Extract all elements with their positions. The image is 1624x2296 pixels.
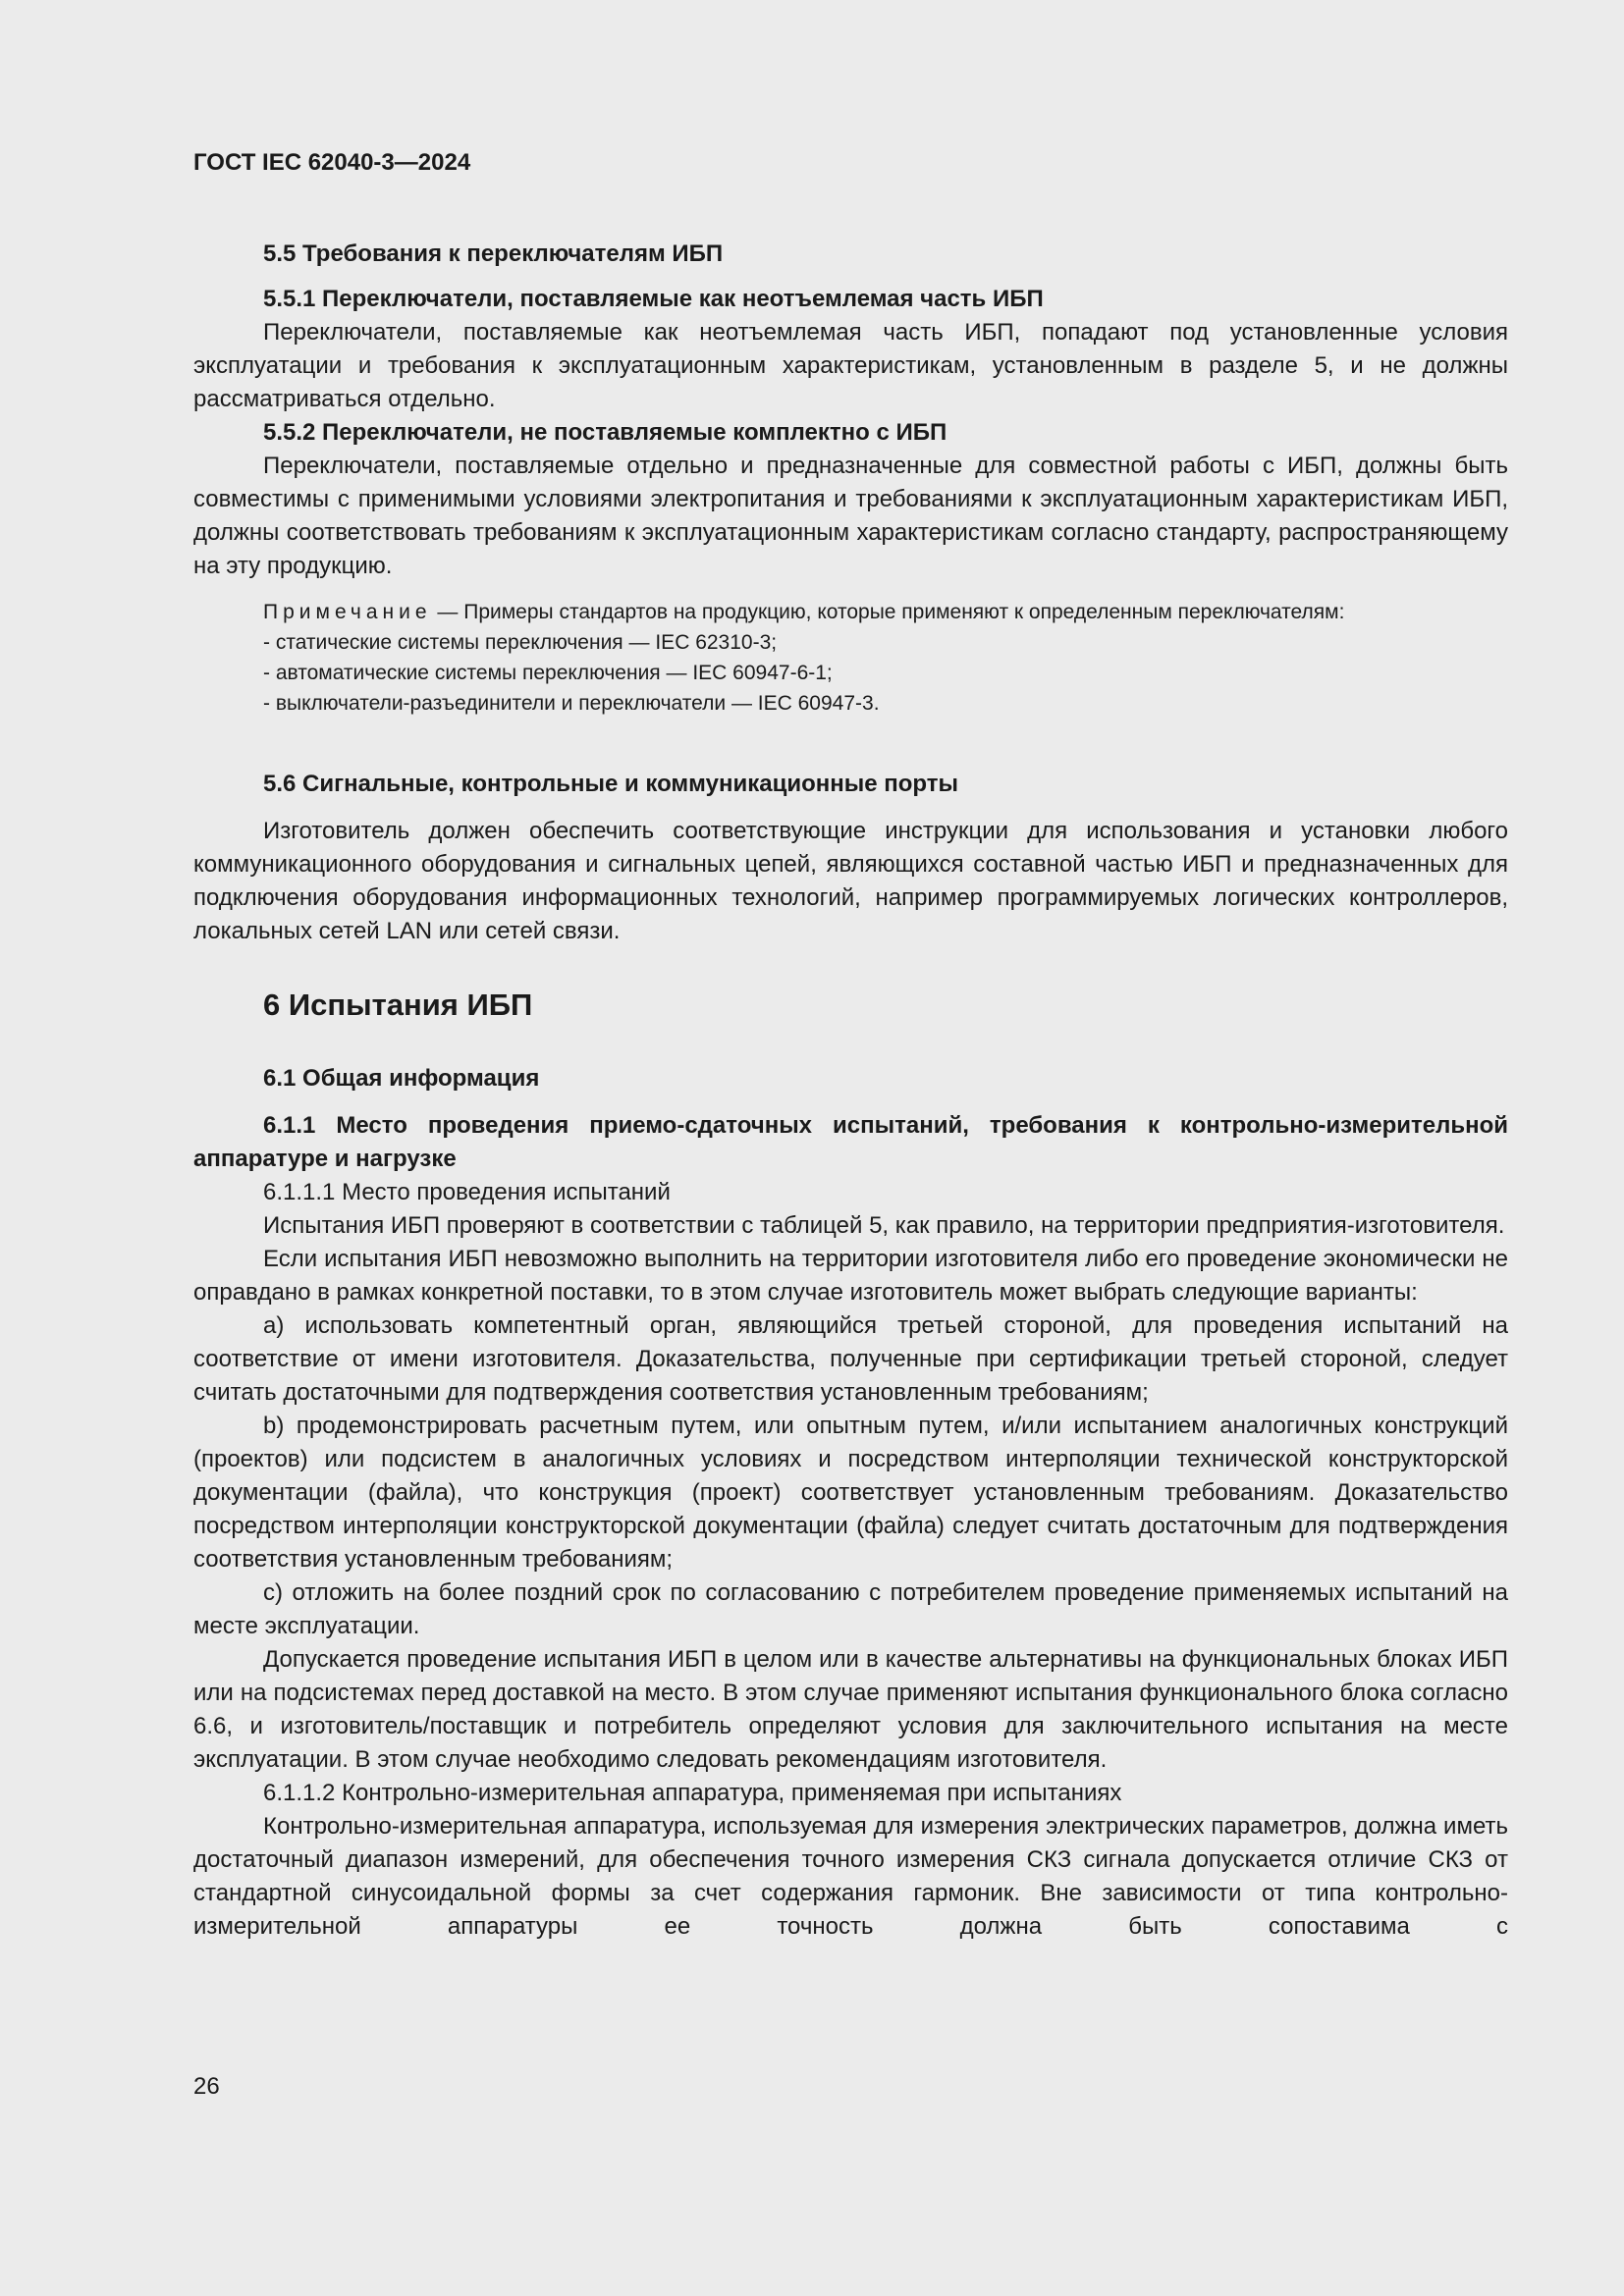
note-label: Примечание (263, 601, 432, 623)
document-header: ГОСТ IEC 62040-3—2024 (193, 149, 471, 176)
note-text: — Примеры стандартов на продукцию, которые применяют к определенным переключателям: (431, 601, 1345, 623)
option-c-paragraph: c) отложить на более поздний срок по согласованию с потребителем проведение применяемых испытаний на месте эксплуатации. (193, 1579, 1508, 1639)
section-5-5-1-title: 5.5.1 Переключатели, поставляемые как неотъемлемая часть ИБП (263, 286, 1044, 312)
section-6-1-1-1-paragraph: Испытания ИБП проверяют в соответствии с таблицей 5, как правило, на территории предприятия-изготовителя. (263, 1212, 1505, 1239)
note-item: - статические системы переключения — IEC 62310-3; (263, 631, 778, 654)
section-5-5-title: 5.5 Требования к переключателям ИБП (263, 240, 724, 267)
section-6-1-1-2-paragraph: Контрольно-измерительная аппаратура, используемая для измерения электрических параметров, должна иметь достаточный диапазон измерений, для обеспечения точного измерения СКЗ сигнала допускается отличие СКЗ от стандартной синусоидальной формы за счет содержания гармоник. Вне зависимости от типа контрольно-измерительной аппаратуры ее точность должна быть сопоставима с (193, 1813, 1508, 1940)
section-6-1-1-title: 6.1.1 Место проведения приемо-сдаточных испытаний, требования к контрольно-измерительной аппаратуре и нагрузке (193, 1112, 1508, 1172)
option-b-paragraph: b) продемонстрировать расчетным путем, или опытным путем, и/или испытанием аналогичных конструкций (проектов) или подсистем в аналогичных условиях и посредством интерполяции технической конструкторской документации (файла), что конструкция (проект) соответствует установленным требованиям. Доказательство посредством интерполяции конструкторской документации (файла) следует считать достаточным для подтверждения соответствия установленным требованиям; (193, 1413, 1508, 1573)
section-5-6-title: 5.6 Сигнальные, контрольные и коммуникационные порты (263, 771, 958, 797)
section-6-1-title: 6.1 Общая информация (263, 1065, 540, 1092)
page-number: 26 (193, 2073, 220, 2100)
section-6-1-1-1-paragraph: Если испытания ИБП невозможно выполнить на территории изготовителя либо его проведение экономически не оправдано в рамках конкретной поставки, то в этом случае изготовитель может выбрать следующие варианты: (193, 1246, 1508, 1306)
section-5-6-paragraph: Изготовитель должен обеспечить соответствующие инструкции для использования и установки любого коммуникационного оборудования и сигнальных цепей, являющихся составной частью ИБП и предназначенных для подключения оборудования информационных технологий, например программируемых логических контроллеров, локальных сетей LAN или сетей связи. (193, 818, 1508, 944)
note-item: - выключатели-разъединители и переключатели — IEC 60947-3. (263, 692, 880, 715)
note-item: - автоматические системы переключения — IEC 60947-6-1; (263, 662, 833, 684)
section-5-5-2-paragraph: Переключатели, поставляемые отдельно и предназначенные для совместной работы с ИБП, должны быть совместимы с применимыми условиями электропитания и требованиями к эксплуатационным характеристикам ИБП, должны соответствовать требованиям к эксплуатационным характеристикам согласно стандарту, распространяющему на эту продукцию. (193, 453, 1508, 579)
section-6-title: 6 Испытания ИБП (263, 988, 533, 1022)
option-a-paragraph: a) использовать компетентный орган, являющийся третьей стороной, для проведения испытаний на соответствие от имени изготовителя. Доказательства, полученные при сертификации третьей стороной, следует считать достаточными для подтверждения соответствия установленным требованиям; (193, 1312, 1508, 1406)
section-6-1-1-1-paragraph: Допускается проведение испытания ИБП в целом или в качестве альтернативы на функциональных блоках ИБП или на подсистемах перед доставкой на место. В этом случае применяют испытания функционального блока согласно 6.6, и изготовитель/поставщик и потребитель определяют условия для заключительного испытания на месте эксплуатации. В этом случае необходимо следовать рекомендациям изготовителя. (193, 1646, 1508, 1773)
section-6-1-1-1-title: 6.1.1.1 Место проведения испытаний (263, 1179, 671, 1205)
section-5-5-1-paragraph: Переключатели, поставляемые как неотъемлемая часть ИБП, попадают под установленные условия эксплуатации и требования к эксплуатационным характеристикам, установленным в разделе 5, и не должны рассматриваться отдельно. (193, 319, 1508, 412)
section-5-5-2-title: 5.5.2 Переключатели, не поставляемые комплектно с ИБП (263, 419, 947, 446)
section-6-1-1-2-title: 6.1.1.2 Контрольно-измерительная аппаратура, применяемая при испытаниях (263, 1780, 1122, 1806)
note-paragraph (193, 597, 1508, 627)
note-block (193, 597, 1508, 719)
